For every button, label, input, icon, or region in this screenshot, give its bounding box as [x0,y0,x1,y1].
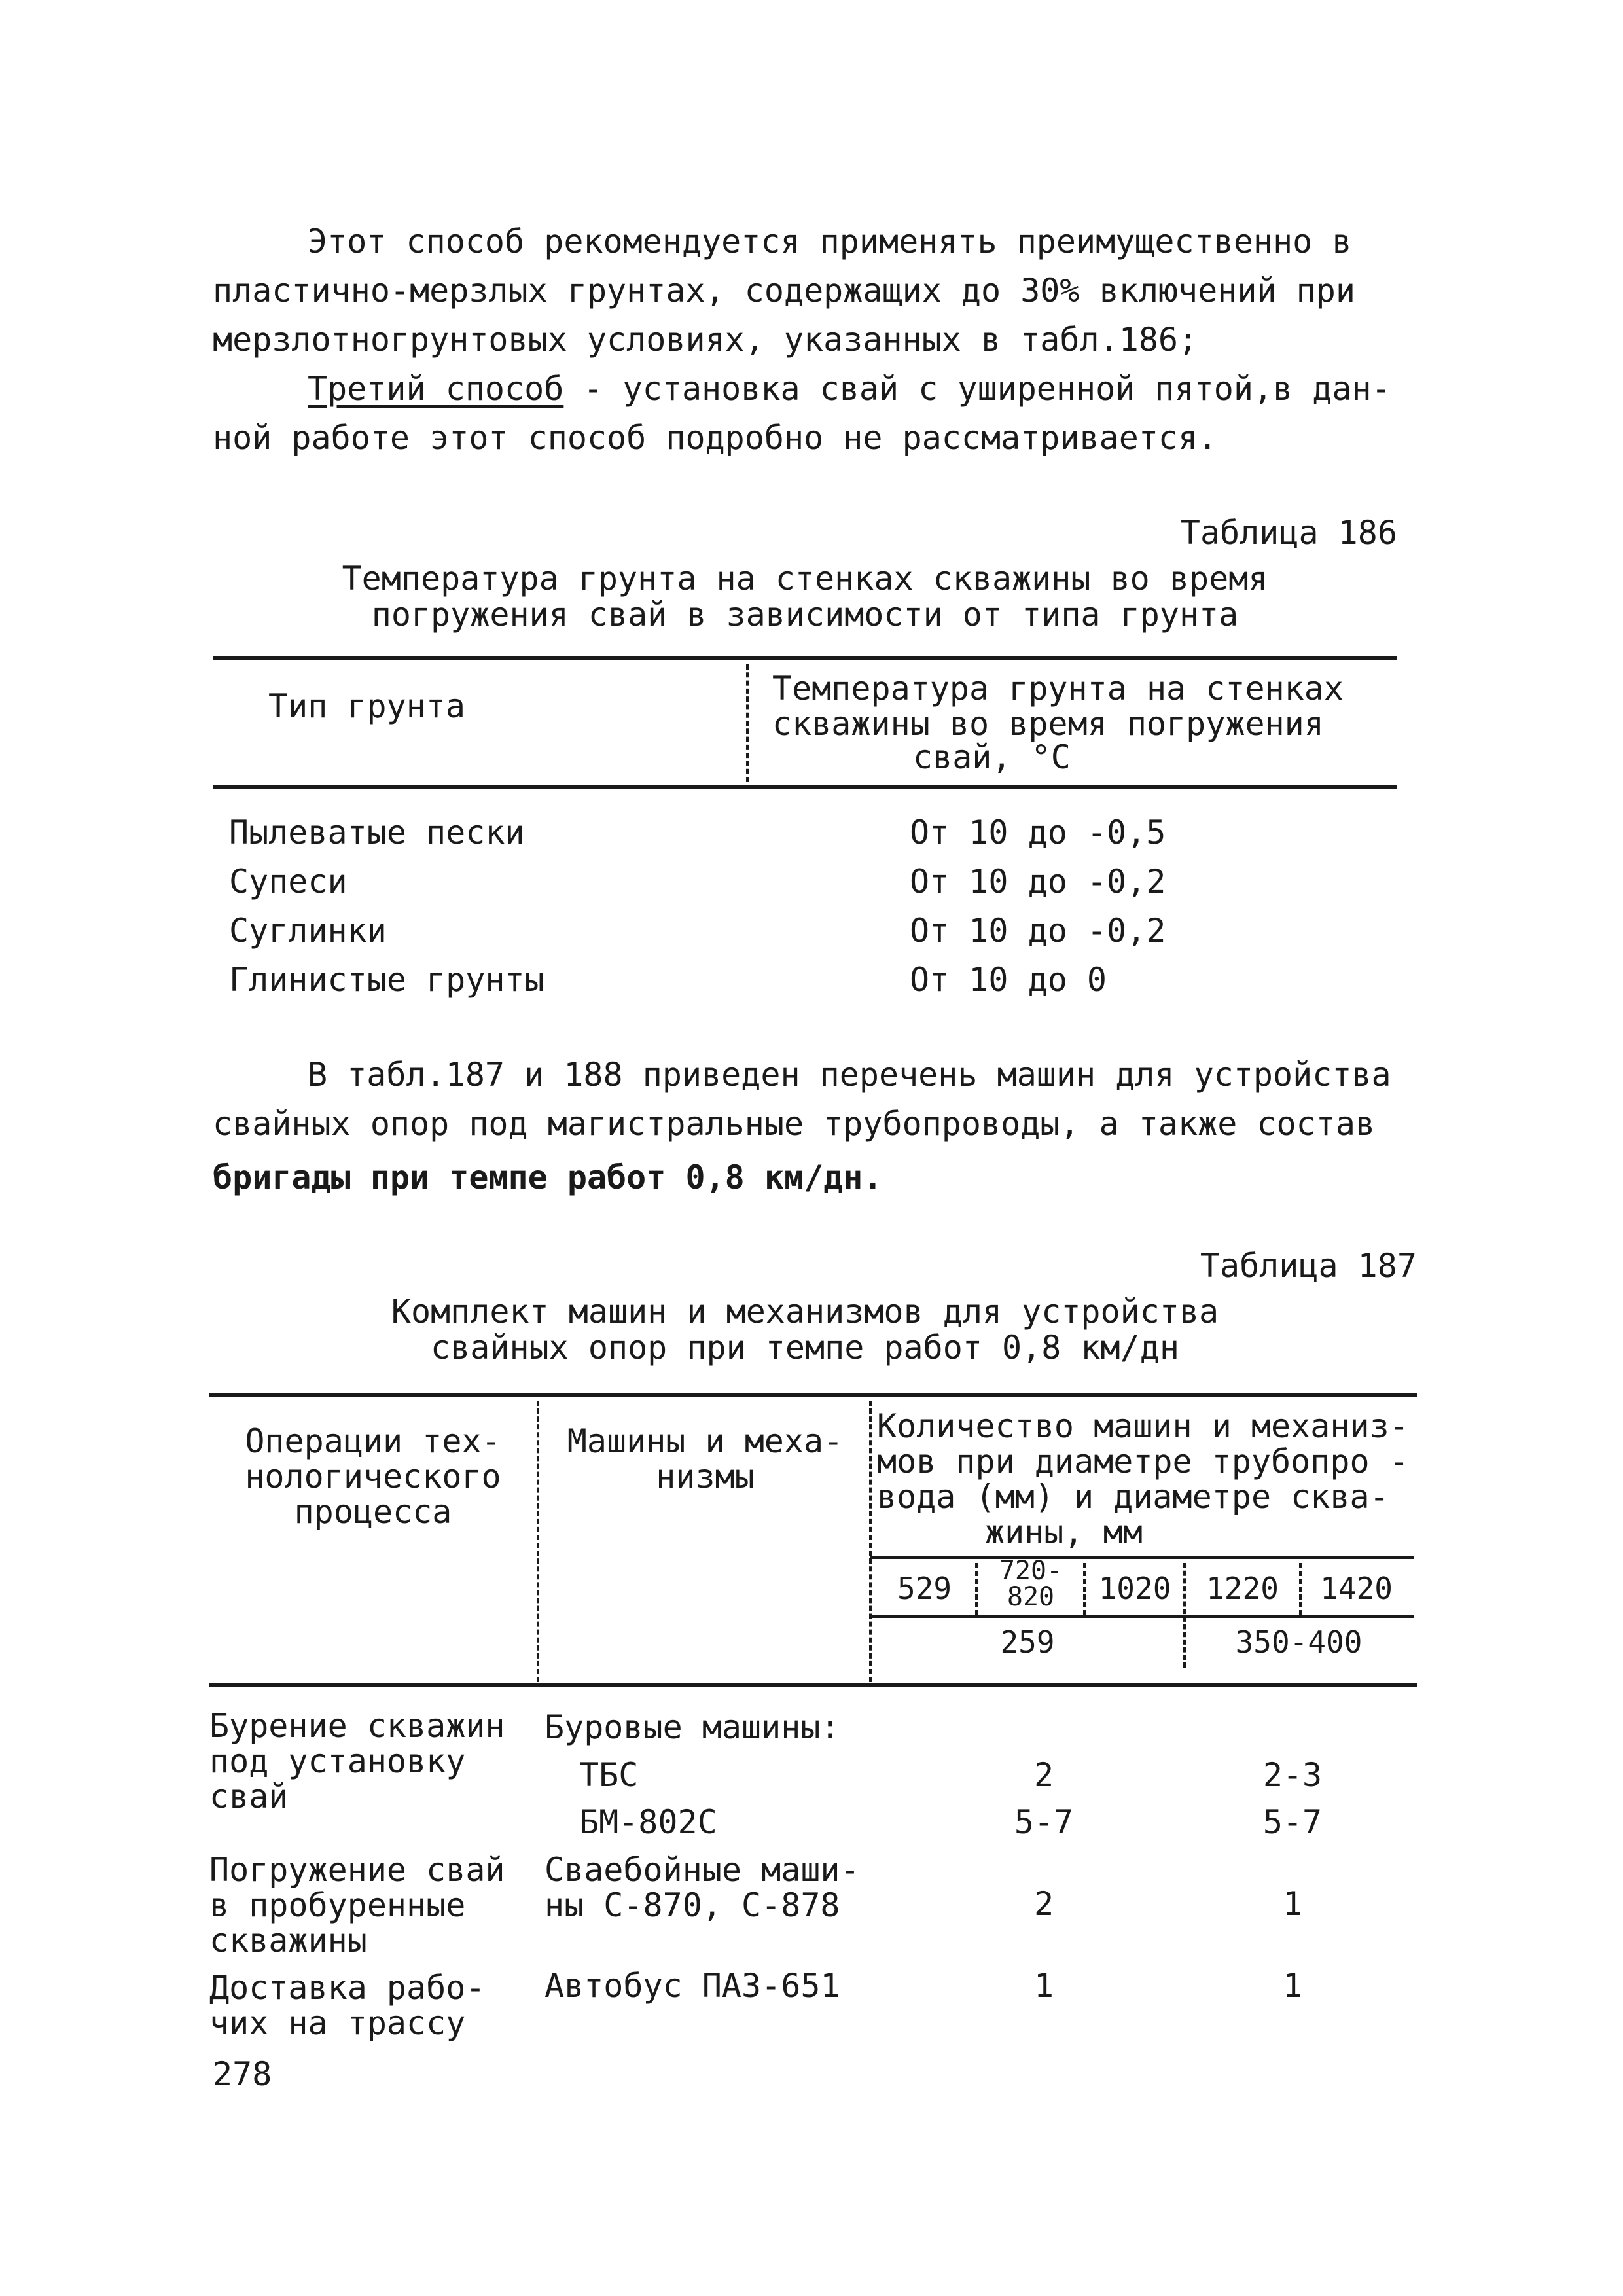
pipe-diameter-1020: 1020 [1098,1571,1171,1606]
table-187-header-operation-1: Операции тех- [245,1422,501,1460]
machine-drilling-group: Буровые машины: [544,1708,840,1746]
table-187-top-rule [209,1393,1417,1397]
table-187-header-rule [209,1683,1417,1687]
table-187-col-divider-2 [869,1401,872,1682]
operation-driving-3: скважины [209,1922,367,1960]
table-187-header-machines-1: Машины и меха- [567,1422,844,1460]
intro-line-4 [308,370,1391,408]
table-186-label: Таблица 186 [1180,514,1397,552]
table-cell: От 10 до 0 [910,961,1107,999]
table-186-col-divider [746,664,749,782]
machine-bm-802s: БМ-802С [579,1803,717,1841]
pipe-diameter-1220: 1220 [1206,1571,1279,1606]
operation-driving-2: в пробуренные [209,1886,466,1924]
table-187-header-qty-3: вода (мм) и диаметре сква- [877,1478,1389,1516]
operation-drilling-2: под установку [209,1742,466,1780]
table-187-header-qty-1: Количество машин и механиз- [877,1407,1409,1445]
qty-bm-350-400: 5-7 [1262,1803,1323,1841]
table-row: Суглинки [229,912,387,950]
page-number: 278 [213,2055,272,2093]
machine-tbs: ТБС [579,1756,639,1794]
qty-bus-259: 1 [1033,1967,1054,2005]
pipe-diameter-1420: 1420 [1320,1571,1393,1606]
well-diameter-350-400: 350-400 [1235,1624,1363,1660]
table-row: Супеси [229,863,348,901]
table-187-sub-divider-4 [1299,1563,1302,1615]
table-186-title-2: погружения свай в зависимости от типа грунта [371,596,1239,634]
operation-transport-1: Доставка рабо- [209,1969,486,2007]
intro-line-4-rest: - установка свай с уширенной пятой,в дан- [563,370,1391,408]
qty-pile-driver-350-400: 1 [1282,1885,1303,1923]
machine-bus: Автобус ПАЗ-651 [544,1967,840,2005]
table-cell: От 10 до -0,2 [910,863,1166,901]
third-method-term: Третий способ [308,370,564,408]
table-186-header-temp-3: свай, °С [913,738,1071,776]
operation-drilling-1: Бурение скважин [209,1707,505,1745]
table-187-title-1: Комплект машин и механизмов для устройства [391,1293,1219,1331]
mid-text-line-1: В табл.187 и 188 приведен перечень машин для устройства [308,1056,1391,1094]
table-187-sub-rule-2 [870,1615,1414,1618]
table-186-top-rule [213,656,1397,660]
table-186-header-temp-1: Температура грунта на стенках [772,670,1344,708]
qty-tbs-259: 2 [1033,1756,1054,1794]
operation-driving-1: Погружение свай [209,1851,505,1889]
table-187-col-divider-1 [537,1401,539,1682]
operation-drilling-3: свай [209,1778,289,1816]
table-row: Пылеватые пески [229,814,525,852]
table-186-title-1: Температура грунта на стенках скважины во время [342,560,1268,598]
table-187-header-qty-4: жины, мм [985,1513,1143,1551]
pipe-diameter-720-820: 720-820 [999,1556,1063,1612]
qty-tbs-350-400: 2-3 [1262,1756,1323,1794]
table-186-header-rule [213,785,1397,789]
table-187-title-2: свайных опор при темпе работ 0,8 км/дн [431,1329,1179,1367]
table-cell: От 10 до -0,2 [910,912,1166,950]
table-187-sub-divider-1 [975,1563,978,1615]
operation-transport-2: чих на трассу [209,2004,466,2042]
machine-pile-driver-1: Сваебойные маши- [544,1851,860,1889]
qty-pile-driver-259: 2 [1033,1885,1054,1923]
table-row: Глинистые грунты [229,961,544,999]
intro-line-3: мерзлотногрунтовых условиях, указанных в табл.186; [213,321,1198,359]
mid-text-line-2: свайных опор под магистральные трубопроводы, а также состав [213,1105,1376,1143]
table-186-header-soil: Тип грунта [268,687,466,725]
table-187-label: Таблица 187 [1200,1247,1417,1285]
table-187-header-qty-2: мов при диаметре трубопро - [877,1443,1409,1480]
machine-pile-driver-2: ны С-870, С-878 [544,1886,840,1924]
intro-line-1: Этот способ рекомендуется применять преимущественно в [308,223,1352,260]
table-187-sub-rule-1 [870,1556,1414,1559]
well-diameter-259: 259 [1000,1624,1055,1660]
table-cell: От 10 до -0,5 [910,814,1166,852]
pipe-diameter-529: 529 [897,1571,952,1606]
table-187-header-machines-2: низмы [656,1458,755,1496]
intro-line-2: пластично-мерзлых грунтах, содержащих до 30% включений при [213,272,1355,310]
table-187-sub-divider-2 [1083,1563,1086,1615]
table-187-header-operation-3: процесса [294,1493,452,1531]
qty-bm-259: 5-7 [1014,1803,1074,1841]
intro-line-5: ной работе этот способ подробно не рассматривается. [213,419,1218,457]
mid-text-line-3: бригады при темпе работ 0,8 км/дн. [213,1158,883,1196]
table-186-header-temp-2: скважины во время погружения [772,705,1324,743]
qty-bus-350-400: 1 [1282,1967,1303,2005]
table-187-header-operation-2: нологического [245,1458,501,1496]
